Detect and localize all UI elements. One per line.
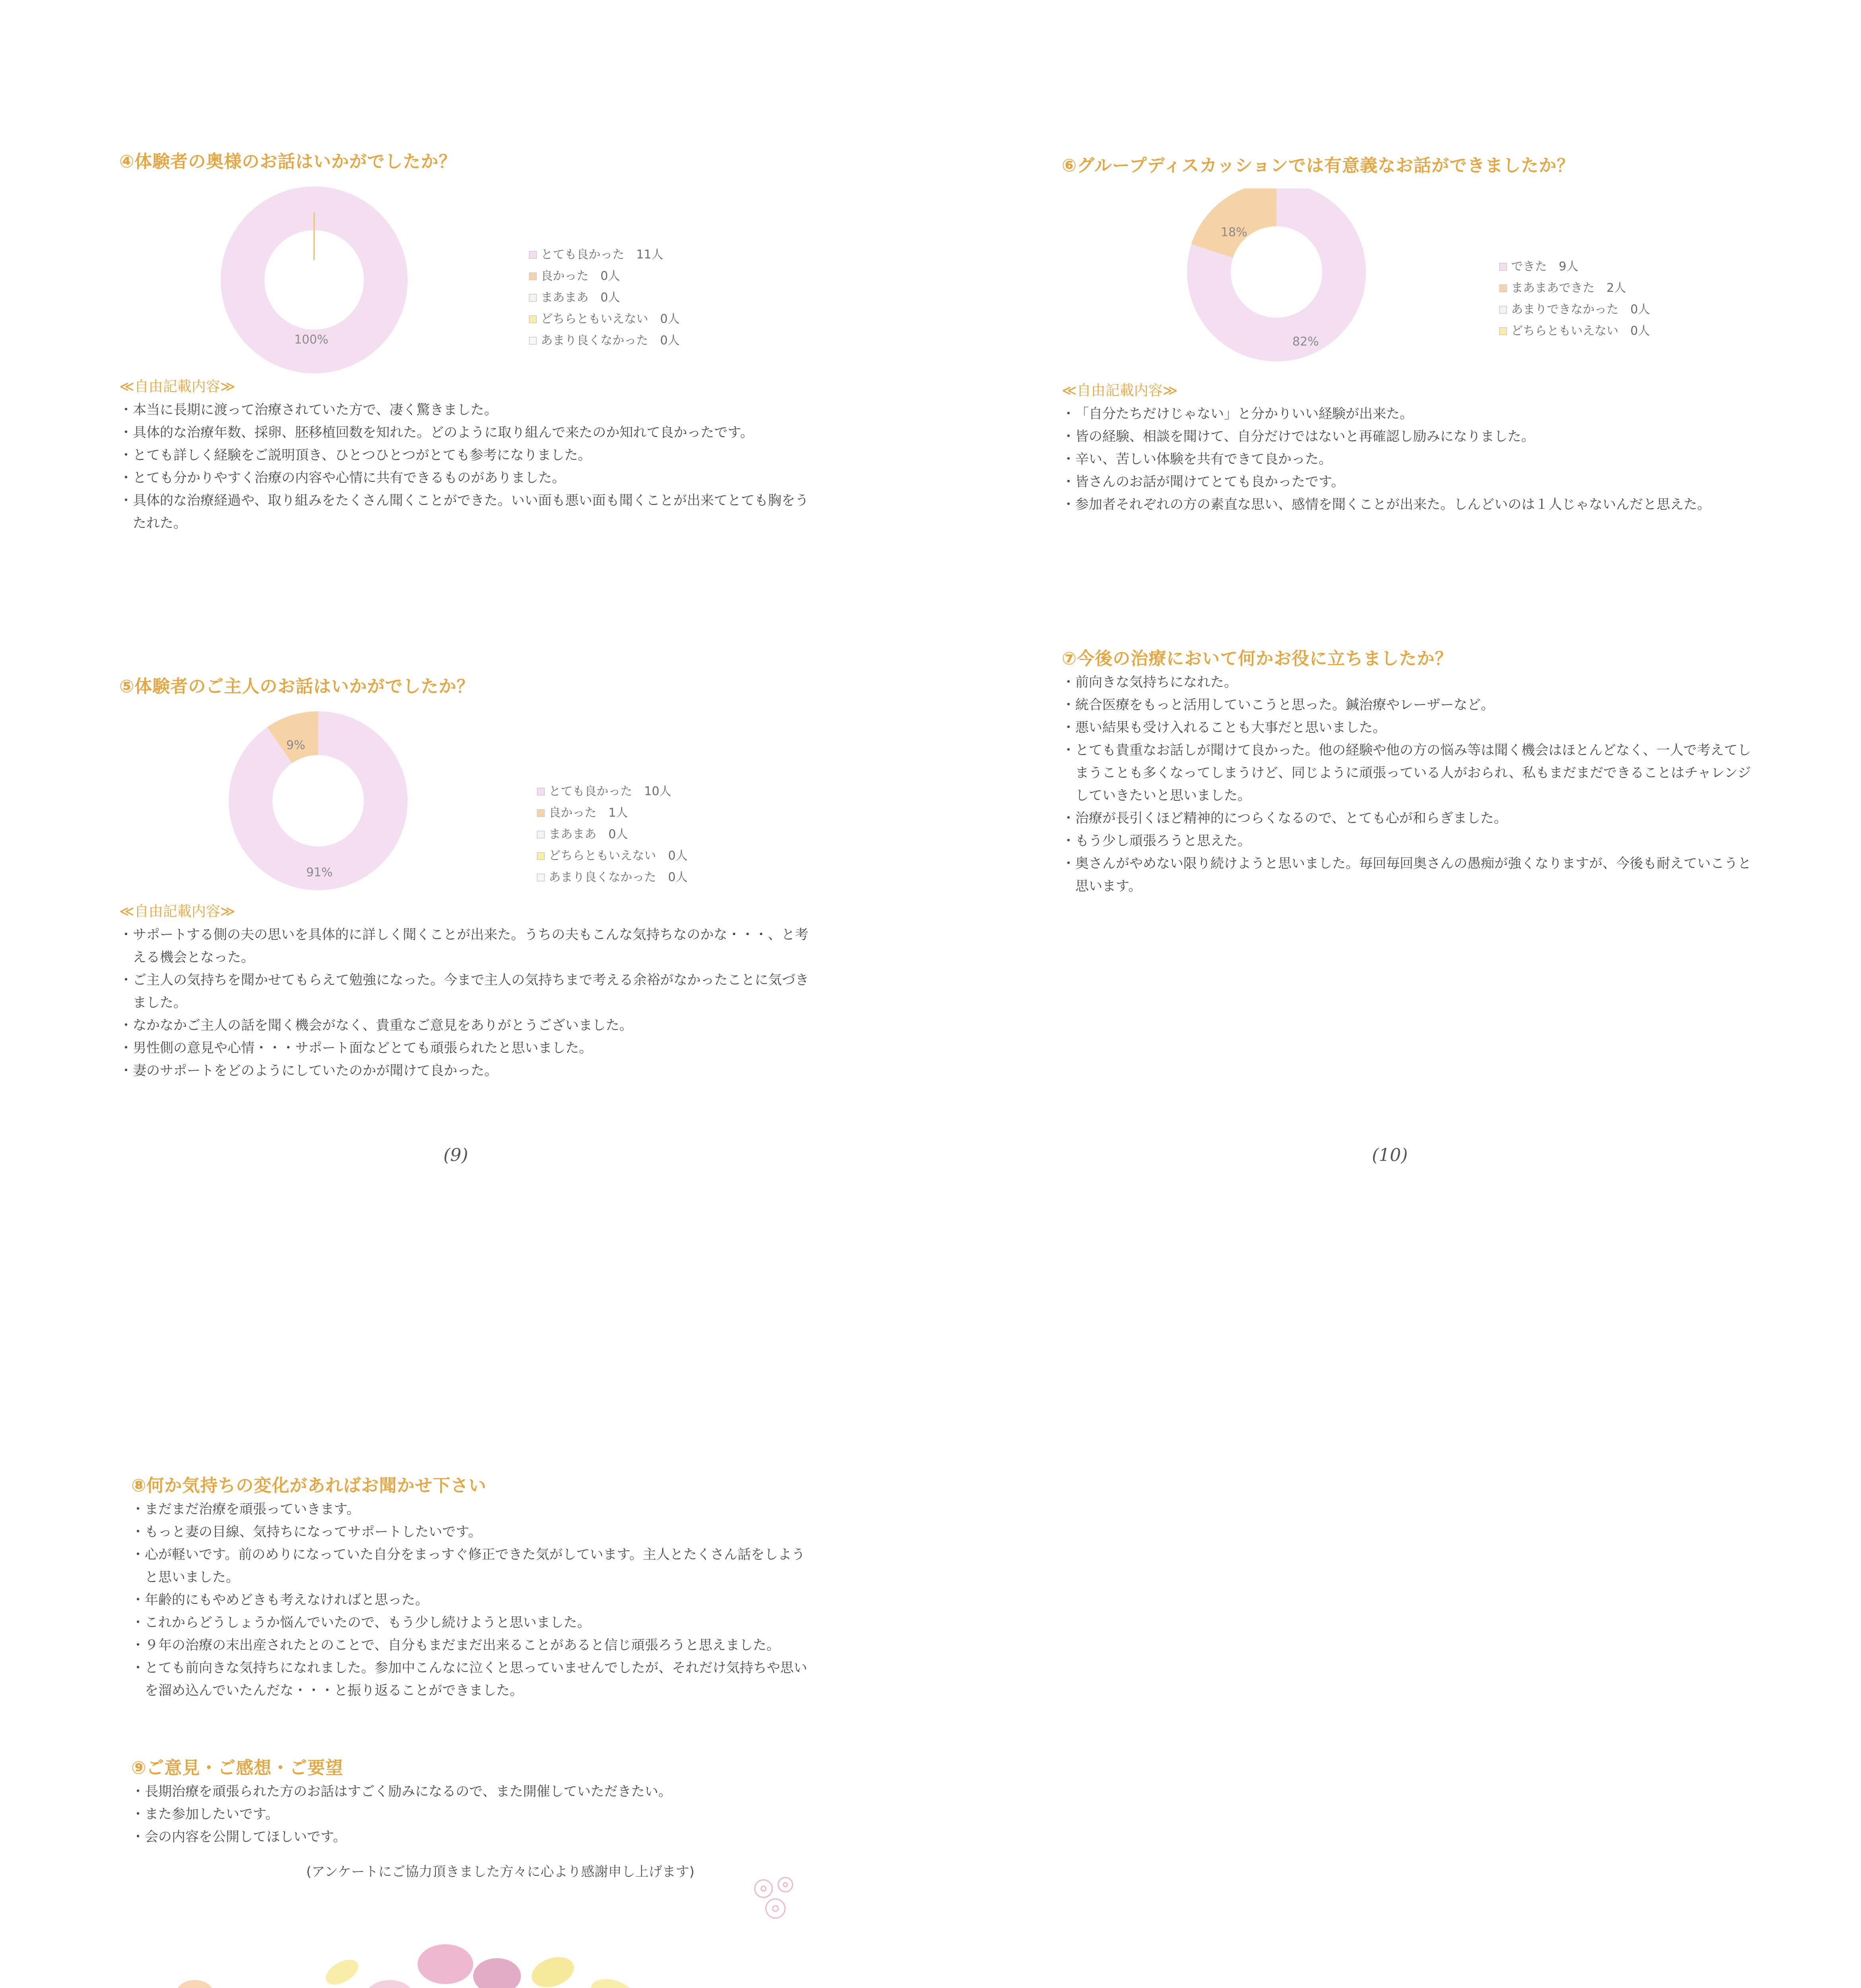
q6-legend-item: [1499, 299, 1650, 320]
q4-legend-item: [529, 244, 680, 266]
petal: [418, 1944, 473, 1984]
legend-label: とても良かった 10人: [549, 784, 672, 798]
legend-label: どちらともいえない 0人: [1511, 324, 1650, 338]
comment-item: ・ まだまだ治療を頑張っていきます。: [131, 1498, 815, 1521]
legend-label: あまり良くなかった 0人: [549, 870, 688, 884]
legend-label: まあまあできた 2人: [1511, 281, 1626, 295]
q6-donut-chart: [1062, 188, 1539, 379]
comment-item: ・ とても詳しく経験をご説明頂き、ひとつひとつがとても参考になりました。: [119, 444, 811, 467]
comment-item: ・ 統合医療をもっと活用していこうと思った。鍼治療やレーザーなど。: [1062, 694, 1754, 716]
q7-comments: [1062, 671, 1754, 898]
legend-swatch: [1499, 327, 1507, 335]
q4-comments-heading: ≪自由記載内容≫: [119, 379, 235, 395]
q4-legend: [529, 244, 680, 351]
legend-label: まあまあ 0人: [549, 827, 628, 841]
q5-donut-chart: [119, 709, 596, 900]
q5-chart: [119, 709, 811, 900]
flower-decoration-icon: [744, 1869, 807, 1932]
comment-item: ・ サポートする側の夫の思いを具体的に詳しく聞くことが出来た。うちの夫もこんな気持ちなのかな・・・、と考える機会となった。: [119, 924, 811, 969]
q5-legend-item: [537, 824, 688, 845]
legend-label: あまりできなかった 0人: [1511, 303, 1650, 316]
q6-legend: [1499, 256, 1650, 342]
q6-pct-major: 82%: [1292, 335, 1319, 349]
q5-comments-heading: ≪自由記載内容≫: [119, 903, 235, 920]
comment-item: ・ 皆の経験、相談を聞けて、自分だけではないと再確認し励みになりました。: [1062, 425, 1754, 448]
comment-item: ・ とても前向きな気持ちになれました。参加中こんなに泣くと思っていませんでしたが、それだけ気持ちや思いを溜め込んでいたんだな・・・と振り返ることができました。: [131, 1657, 815, 1702]
comment-item: ・ 参加者それぞれの方の素直な思い、感情を聞くことが出来た。しんどいのは１人じゃないんだと思えた。: [1062, 493, 1754, 516]
legend-swatch: [537, 788, 545, 796]
comment-item: ・ もっと妻の目線、気持ちになってサポートしたいです。: [131, 1521, 815, 1543]
q5-legend-item: [537, 867, 688, 888]
legend-label: どちらともいえない 0人: [541, 312, 680, 326]
petal: [177, 1980, 213, 1988]
comment-item: ・ 男性側の意見や心情・・・サポート面などとても頑張られたと思いました。: [119, 1037, 811, 1060]
legend-swatch: [537, 809, 545, 817]
legend-swatch: [1499, 306, 1507, 314]
petal: [366, 1980, 414, 1988]
q5-slice-very-good: [251, 733, 386, 868]
q4-comments: [119, 399, 811, 535]
comment-item: ・ これからどうしょうか悩んでいたので、もう少し続けようと思いました。: [131, 1611, 815, 1634]
q4-legend-item: [529, 309, 680, 330]
q6-section: [1062, 151, 1754, 516]
q6-comments: [1062, 403, 1754, 516]
comment-item: ・ ９年の治療の末出産されたとのことで、自分もまだまだ出来ることがあると信じ頑張ろうと思えました。: [131, 1634, 815, 1657]
comment-item: ・ 会の内容を公開してほしいです。: [131, 1826, 815, 1848]
comment-item: ・ とても貴重なお話しが聞けて良かった。他の経験や他の方の悩み等は聞く機会はほとんどなく、一人で考えてしまうことも多くなってしまうけど、同じように頑張っている人がおられ、私もまだまだできることはチャレンジしていきたいと思いました。: [1062, 739, 1754, 807]
legend-swatch: [529, 251, 537, 259]
legend-label: とても良かった 11人: [541, 248, 664, 262]
q7-title: ⑦今後の治療において何かお役に立ちましたか？: [1062, 648, 1453, 669]
thanks-note: (アンケートにご協力頂きました方々に心より感謝申し上げます): [306, 1864, 695, 1880]
legend-label: できた 9人: [1511, 260, 1579, 274]
q4-title: ④体験者の奥様のお話はいかがでしたか？: [119, 151, 457, 172]
legend-swatch: [529, 315, 537, 323]
q6-title: ⑥グループディスカッションでは有意義なお話ができましたか？: [1062, 155, 1575, 176]
comment-item: ・ 具体的な治療年数、採卵、胚移植回数を知れた。どのように取り組んで来たのか知れて良かったです。: [119, 421, 811, 444]
page-number-10: (10): [1372, 1145, 1408, 1165]
q5-title: ⑤体験者のご主人のお話はいかがでしたか？: [119, 676, 475, 697]
q4-donut-chart: [119, 184, 596, 375]
petal: [527, 1951, 578, 1988]
comment-item: ・ もう少し頑張ろうと思えた。: [1062, 830, 1754, 852]
q5-comments: [119, 924, 811, 1082]
legend-label: あまり良くなかった 0人: [541, 334, 680, 348]
q8-comments: [131, 1498, 815, 1702]
comment-item: ・ 悪い結果も受け入れることも大事だと思いました。: [1062, 716, 1754, 739]
q9-comments: [131, 1780, 815, 1848]
comment-item: ・ とても分かりやすく治療の内容や心情に共有できるものがありました。: [119, 467, 811, 489]
petal: [588, 1975, 637, 1988]
q4-legend-item: [529, 330, 680, 351]
q6-legend-item: [1499, 278, 1650, 299]
comment-item: ・ なかなかご主人の話を聞く機会がなく、貴重なご意見をありがとうございました。: [119, 1014, 811, 1037]
comment-item: ・ 治療が長引くほど精神的につらくなるので、とても心が和らぎました。: [1062, 807, 1754, 830]
q6-legend-item: [1499, 256, 1650, 278]
q4-section: [119, 147, 811, 535]
comment-item: ・ 奥さんがやめない限り続けようと思いました。毎回毎回奥さんの愚痴が強くなりますが、今後も耐えていこうと思います。: [1062, 852, 1754, 898]
q5-pct-minor: 9%: [286, 738, 305, 752]
comment-item: ・ 年齢的にもやめどきも考えなければと思った。: [131, 1589, 815, 1611]
petal: [322, 1955, 363, 1988]
legend-label: 良かった 1人: [549, 806, 628, 820]
legend-swatch: [529, 272, 537, 280]
comment-item: ・ 妻のサポートをどのようにしていたのかが聞けて良かった。: [119, 1060, 811, 1082]
q6-chart: [1062, 188, 1754, 379]
q5-legend: [537, 781, 688, 888]
q9-section: [131, 1753, 815, 1848]
q6-comments-heading: ≪自由記載内容≫: [1062, 382, 1178, 399]
legend-swatch: [529, 294, 537, 302]
comment-item: ・ 「自分たちだけじゃない」と分かりいい経験が出来た。: [1062, 403, 1754, 425]
q7-section: [1062, 644, 1754, 898]
comment-item: ・ ご主人の気持ちを聞かせてもらえて勉強になった。今まで主人の気持ちまで考える余裕がなかったことに気づきました。: [119, 969, 811, 1014]
q6-pct-minor: 18%: [1221, 225, 1247, 239]
legend-swatch: [529, 337, 537, 345]
legend-swatch: [537, 852, 545, 860]
q5-legend-item: [537, 845, 688, 867]
comment-item: ・ 本当に長期に渡って治療されていた方で、凄く驚きました。: [119, 399, 811, 421]
q6-legend-item: [1499, 320, 1650, 342]
legend-swatch: [537, 831, 545, 839]
q5-pct-major: 91%: [306, 866, 333, 879]
comment-item: ・ 前向きな気持ちになれた。: [1062, 671, 1754, 694]
comment-item: ・ 皆さんのお話が聞けてとても良かったです。: [1062, 471, 1754, 493]
legend-label: まあまあ 0人: [541, 291, 620, 305]
comment-item: ・ 心が軽いです。前のめりになっていた自分をまっすぐ修正できた気がしています。主人とたくさん話をしようと思いました。: [131, 1543, 815, 1589]
q4-chart: [119, 184, 811, 375]
page-number-9: (9): [443, 1145, 468, 1165]
legend-swatch: [537, 874, 545, 881]
comment-item: ・ 辛い、苦しい体験を共有できて良かった。: [1062, 448, 1754, 471]
q4-pct-label: 100%: [294, 333, 328, 347]
q5-legend-item: [537, 802, 688, 824]
q4-legend-item: [529, 287, 680, 309]
comment-item: ・ 長期治療を頑張られた方のお話はすごく励みになるので、また開催していただきたい。: [131, 1780, 815, 1803]
comment-item: ・ 具体的な治療経過や、取り組みをたくさん聞くことができた。いい面も悪い面も聞くことが出来てとても胸をうたれた。: [119, 489, 811, 535]
q5-section: [119, 672, 811, 1082]
legend-label: どちらともいえない 0人: [549, 849, 688, 863]
legend-label: 良かった 0人: [541, 269, 620, 283]
q9-title: ⑨ご意見・ご感想・ご要望: [131, 1758, 344, 1778]
comment-item: ・ また参加したいです。: [131, 1803, 815, 1826]
q8-title: ⑧何か気持ちの変化があればお聞かせ下さい: [131, 1475, 487, 1496]
q4-legend-item: [529, 266, 680, 287]
q5-legend-item: [537, 781, 688, 802]
legend-swatch: [1499, 284, 1507, 292]
q8-section: [131, 1471, 815, 1702]
legend-swatch: [1499, 263, 1507, 271]
petal-wreath-decoration: [119, 1928, 819, 1988]
petal: [473, 1958, 521, 1988]
